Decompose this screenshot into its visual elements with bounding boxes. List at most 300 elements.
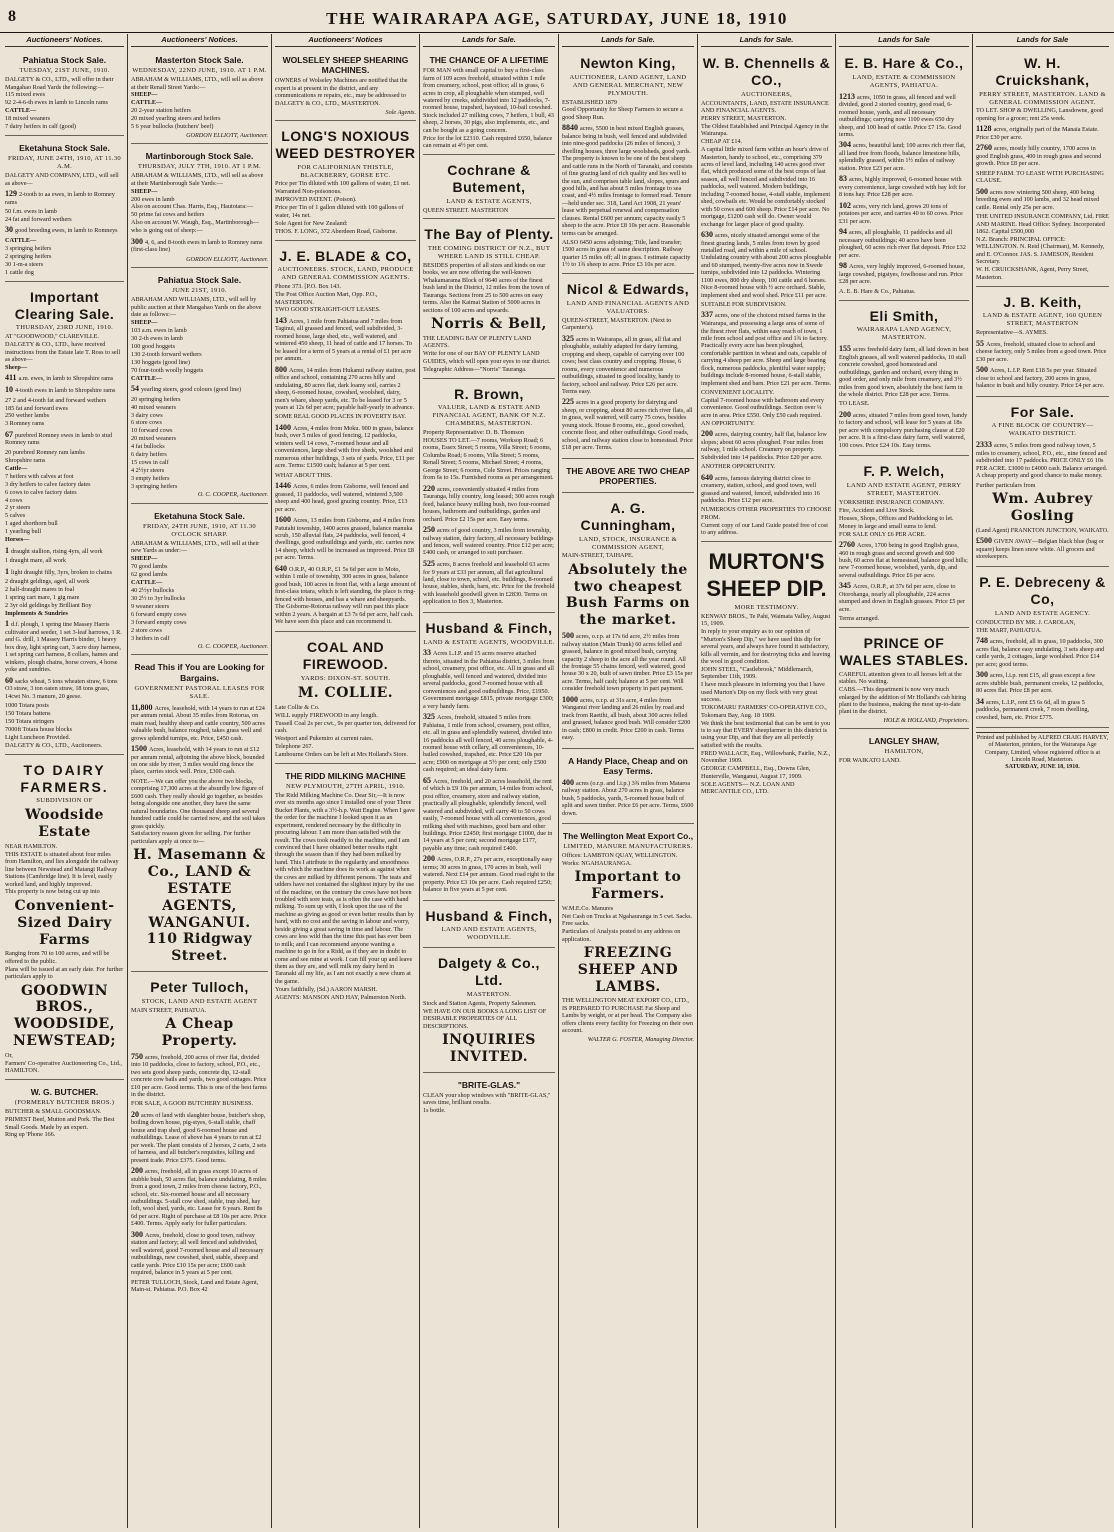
ad-headline: J. B. Keith, (1003, 293, 1082, 310)
ad-headline: Important Clearing Sale. (14, 288, 115, 322)
ad-subheadline: VALUER, LAND & ESTATE AND FINANCIAL AGENT, BANK OF N.Z. CHAMBERS, MASTERTON. (432, 404, 546, 428)
ad-body-line: Price per Tin of 1 gallon diluted with 100 gallons of water, 14s net. (275, 204, 404, 219)
ad-subheadline: AUCTIONEERS. STOCK, LAND, PRODUCE AND GENERAL COMMISSION AGENTS. (277, 266, 414, 282)
ad-body-line: This property is now being cut up into (5, 888, 100, 896)
advertisement (423, 157, 555, 219)
ad-body-line: In reply to your enquiry as to our opinion of "Murton's Sheep Dip," we have used this dip for several years, and always have found it satisfactory, kills all vermin, and for destroying ticks and leaving the wool in good condition. (701, 628, 831, 665)
ad-body-line: Stock and Station Agents, Property Salesmen. (423, 999, 537, 1007)
property-listing: 200 Acres, O.R.P., 27s per acre, exceptionally easy terms; 30 acres in grass, 170 acres in bush, well watered. Next £14 per annum. Good road right to the property. Price £3 10s per acre. Cash required £250; balance in five years at 5 per cent. (423, 854, 555, 894)
masthead (0, 6, 1114, 33)
ad-body-line: TO LET. SHOP & DWELLING, Lansdowne, good opening for a grocer; rent 25s week. (976, 107, 1103, 122)
ad-body-line: 92 2-4-6-th ewes in lamb to Lincoln rams (5, 99, 108, 107)
ad-section-label: CATTLE— (131, 579, 163, 587)
advertisement (839, 458, 969, 628)
ad-body-line: 4 2½yr steers (131, 467, 165, 475)
ad-body-line: I have much pleasure in informing you that I have used Murton's Dip on my flock with very great success. (701, 681, 825, 704)
ad-subheadline: FOR CALIFORNIAN THISTLE, BLACKBERRY, GORSE ETC. (297, 163, 394, 179)
ad-display-line: Convenient-Sized Dairy Farms (14, 897, 115, 948)
property-listing: 500 acres, o.r.p. at 17s 6d acre, 2½ miles from railway station (Main Trunk) 60 acres felled and grassed, balance in good mixed bush, carrying capacity 2 sheep to the acre all the year round. All the frontage 55 chains fenced, well watered, good house 30 x 20, built of sawn timber. Price £3 15s per acre. Terms, half cash; balance at 5 per cent. Will consider freehold town property in part payment. (562, 631, 693, 693)
advertisement (562, 751, 694, 825)
ad-body-line: Telegraphic Address—"Norris" Tauranga. (423, 365, 527, 373)
ad-display-line: INQUIRIES INVITED. (442, 1031, 536, 1065)
property-listing: 102 acres, very rich land, grows 20 tons of potatoes per acre, and carries 40 to 60 cows. Price £31 per acre. (839, 200, 963, 225)
advertisement (562, 276, 694, 458)
property-listing: 345 Acres, O.R.P., at 37s 6d per acre, close to Otorohanga, nearly all ploughable, 224 acres stumped and down in English grasses. Price £5 per acre. (839, 581, 965, 613)
acreage-figure: 34 (976, 696, 986, 706)
ad-section-label: CATTLE— (131, 374, 163, 382)
ad-subheadline: WEDNESDAY, 22ND JUNE, 1910. AT 1 P.M. (132, 67, 267, 75)
column-header: Auctioneers' Notices. (5, 34, 124, 47)
acreage-figure: 2760 (839, 539, 857, 549)
ad-body-line: W.M.E.Co. Manures (562, 904, 614, 912)
advertisement (562, 50, 694, 274)
property-listing: 304 acres, beautiful land; 100 acres rich river flat, all land free from floods, balance limestone hills, splendidly grassed, within 1½ miles of railway station. Price £23 per acre. (839, 140, 966, 172)
ad-subheadline: STOCK, LAND AND ESTATE AGENT (141, 997, 258, 1005)
ad-body-line: FOR MAN with small capital to buy a first-class farm of 109 acres freehold, situated within 1 mile from creamery, school, post office; all in grass, 6 acres in crop, all ploughable when stumped, well watered by creeks, subdivided into 12 paddocks, 7-roomed house, trapshed, haystead, 10-bail cowshed. Stock included 27 milking cows, 7 heifers, 1 bull, 43 sheep, 2 horses, 30 pigs, also implements, etc., and can be bought as a going concern. (423, 67, 554, 134)
acreage-figure: 220 (423, 483, 437, 493)
property-listing: 11,800 Acres, leasehold, with 14 years to run at £24 per annum rental. About 35 miles from Rotorua, on main road, healthy sheep and cattle country, 500 acres valuable bush, balance roughed, takes grass well and grows splendid turnips, etc. Price, £450 cash. (131, 702, 265, 742)
ad-body-line: Shropshire rams (5, 456, 46, 464)
ad-body-line: OWNERS of Wolseley Machines are notified that the expert is at present in the district, and any communications re repairs, etc., may be addressed to (275, 77, 408, 100)
ad-body-line: WHAT ABOUT THIS. (275, 471, 332, 479)
ad-headline: TO DAIRY FARMERS. (20, 761, 109, 795)
ad-section-label: SHEEP— (131, 187, 158, 195)
ad-body-line: 62 good lambs (131, 571, 168, 579)
ad-headline: Nicol & Edwards, (566, 281, 690, 298)
ad-body-line: DALGETY & CO., LTD., have received instructions from the Estate late T. Ross to sell as above— (5, 341, 121, 364)
advertisement (423, 221, 555, 378)
ad-body-line: 20 2-year station heifers (131, 107, 191, 115)
acreage-figure: 304 (839, 140, 853, 150)
ad-body-line: Late Collie & Co. (275, 703, 320, 711)
imprint-date: SATURDAY, JUNE 18, 1910. (1005, 763, 1080, 770)
ad-headline: LONG'S NOXIOUS WEED DESTROYER (275, 128, 416, 161)
ad-body-line: SHEEP FARM. TO LEASE WITH PURCHASING CLAUSE. (976, 169, 1104, 185)
ad-body-line: 70 four-tooth woolly hoggets (131, 366, 204, 374)
acreage-figure: 640 (701, 472, 715, 482)
ad-body-line: TWO GOOD STRAIGHT-OUT LEASES. (275, 306, 381, 314)
acreage-figure: 500 (976, 186, 990, 196)
property-listing: 640 acres, famous dairying district close to creamery, station, school, and good town, well grassed and watered, fenced, subdivided into 16 paddocks. Price £12 per acre. (701, 472, 820, 504)
ad-body-line: Property Representative: D. B. Thomson (423, 429, 524, 437)
acreage-figure: 30 (5, 225, 15, 235)
ad-body-line: TO LEASE. (839, 400, 870, 408)
property-listing: 30 good breeding ewes, in lamb to Romneys (5, 225, 118, 235)
property-listing: 98 Acres, very highly improved, 6-roomed house, large cowshed, pigstyes, fowlhouse and run. Price £28 per acre. (839, 261, 965, 286)
ad-body-line: Price per Tin diluted with 100 gallons of water, £1 net. (275, 180, 411, 188)
acreage-figure: 1 (5, 619, 11, 629)
acreage-figure: 129 (5, 189, 19, 199)
property-listing: 2333 acres, 5 miles from good railway town, 5 miles to creamery, school, P.O., etc., nine fenced and subdivided into 17 paddocks. PRICE ONLY £6 10s PER ACRE. £3000 to £4000 cash. Balance arranged. A cheap property and good chance to make money. (976, 440, 1108, 480)
acreage-figure: 2760 (976, 143, 994, 153)
ad-body-line: GEORGE CAMPBELL, Esq., Downs Glen, Hunterville, Wanganui, August 17, 1909. (701, 765, 811, 780)
ad-body-line: 2 springing heifers (5, 252, 52, 260)
ad-section-label: SHEEP— (131, 91, 158, 99)
property-listing: 500 acres now wintering 500 sheep, 400 being breeding ewes and 100 lambs, and 32 head mixed cattle. Rental only 25s per acre. (976, 186, 1100, 211)
ad-headline: Newton King, (580, 55, 676, 71)
acreage-figure: 300 (131, 236, 145, 246)
ad-body-line: Lambourne Orders can be left at Mrs Holland's Store. (275, 750, 408, 758)
acreage-figure: 1500 (131, 744, 149, 753)
ad-headline: THE ABOVE ARE TWO CHEAP PROPERTIES. (566, 465, 690, 486)
ad-body-line: THOS. F. LONG, 372 Aberdeen Road, Gisborne. (275, 227, 398, 235)
acreage-figure: 55 (976, 338, 986, 348)
ad-body-line: W. H. CRUICKSHANK, Agent, Perry Street, Masterton. (976, 266, 1089, 281)
ad-subheadline: (FORMERLY BUTCHER BROS.) (14, 1099, 115, 1107)
ad-subheadline: THURSDAY, 23RD JUNE, 1910. (15, 324, 114, 332)
ad-body-line: THIS ESTATE is situated about four miles from Hamilton, and lies alongside the railway line between Newstead and Matangi Railway Stations (Cambridge line). It is level, easily worked land, and highly improved. (5, 850, 119, 888)
advertisement (423, 950, 555, 1072)
ad-body-line: 1000 Totara posts (5, 702, 49, 710)
ad-body-line: Particulars of Analysis posted to any address on application. (562, 928, 681, 943)
acreage-figure: 325 (562, 333, 576, 343)
property-listing: 10 4-tooth ewes in lamb to Shropshire rams (5, 385, 116, 394)
ad-body-line: YORKSHIRE INSURANCE COMPANY. (839, 498, 945, 506)
property-listing: 65 Acres, freehold, and 20 acres leasehold, the rent of which is £9 10s per annum, 14 miles from school, post office, creamery, store and railway station, practically all ploughable, splendidly fenced, well watered and subdivided, will carry 40 to 50 cows easily, 7-roomed house with all conveniences, good milking shed with machines, good barn and other buildings. Price £2450; first mortgage £1000, due in 14 years at 5 per cent; second mortgage £177, payable any time; cash required £400. (423, 775, 554, 852)
ad-headline: R. Brown, (454, 385, 524, 402)
ad-body-line: 1s bottle. (423, 1107, 446, 1115)
ad-body-line: 3 dry heifers to calve factory dates (5, 480, 91, 488)
advertisement (423, 615, 555, 901)
advertisement (423, 903, 555, 949)
advertisement (131, 657, 268, 971)
advertisement (423, 50, 555, 155)
acreage-figure: 1213 (839, 91, 857, 101)
ad-body-line: JOHN STEEL, "Castlebrook," Middlemarch, September 11th, 1909. (701, 665, 813, 681)
acreage-figure: 630 (701, 229, 715, 239)
ad-body-line: PETER TULLOCH, Stock, Land and Estate Agent, Main-st. Pahiatua. P.O. Box 42 (131, 1278, 259, 1293)
property-listing: 67 purebred Romney ewes in lamb to stud Romney rams (5, 429, 112, 447)
ad-body-line: 2 store cows (131, 626, 162, 634)
ad-subheadline: FRIDAY, 24TH JUNE, 1910, AT 11.30 O'CLOCK SHARP. (142, 523, 257, 538)
ad-body-line: 3 Romney rams (5, 420, 45, 428)
acreage-figure: 20 (131, 1109, 141, 1119)
ad-body-line: Current copy of our Land Guide posted free of cost to any address. (701, 521, 828, 537)
property-listing: 60 sacks wheat, 5 tons wheaten straw, 6 tons O3 straw, 3 ton oaten straw, 18 tons grass, 14cwt No. 3 manure, 20 geese. (5, 675, 118, 700)
ad-body-line: 130 hoggets (good line) (131, 358, 190, 366)
ad-headline: Masterton Stock Sale. (155, 55, 244, 65)
ad-body-line: 3 dairy cows (131, 411, 163, 419)
ad-section-label: CATTLE— (5, 237, 37, 245)
ad-body-line: DALGETY & CO., LTD., will offer in their Mangahao Road Yards the following:— (5, 76, 114, 91)
ad-subheadline: SUBDIVISION OF (36, 797, 93, 805)
ad-body-line: 40 2½yr bullocks (131, 586, 175, 594)
ad-body-line: Also on account W. Waugh, Esq., Martinborough— (131, 219, 259, 227)
acreage-figure: 750 (131, 1051, 145, 1061)
ad-subheadline: WAIRARAPA LAND AGENCY, MASTERTON. (856, 326, 952, 342)
ad-body-line: PRIMEST Beef, Mutton and Pork. The Best Small Goods. Made by an expert. (5, 1116, 115, 1131)
ad-body-line: 7000ft Totara house blocks (5, 725, 72, 733)
property-listing: 94 acres, all ploughable, 11 paddocks and all necessary outbuildings; 40 acres have been ploughed, 60 acres rich river flat deposit. Price £32 per acre. (839, 227, 966, 259)
ad-body-line: 3 heifers in calf (131, 634, 170, 642)
property-listing: 337 acres, one of the choicest mixed farms in the Wairarapa, and possessing a large area of some of the finest river flats, within easy reach of town, 1 mile from school and post office and 1¾ to factory. Practically every acre has been ploughed, comfortable partition in wheat and oats, capable of carrying 4 sheep per acre. Sheep and large bearing flock, numerous paddocks, plentiful water supply; buildings include 8-roomed house, 6-stall stable, implement shed and barn. Price £21 per acre. Terms. (701, 310, 832, 387)
ad-body-line: 50 f.m. ewes in lamb (5, 208, 57, 216)
acreage-figure: 411 (5, 373, 19, 383)
ad-body-line: Price for the lot £2310. Cash required £650, balance can remain at 4½ per cent. (423, 134, 553, 150)
advertisement (562, 461, 694, 493)
advertisement (131, 50, 268, 144)
ad-body-line: 7 heifers with calves at foot (5, 472, 74, 480)
property-listing: 748 acres, freehold, all in grass, 10 paddocks, 300 acres flat, balance easy undulating, 3 sets sheep and cattle yards, 2 cottages, large woolshed. Price £14 per acre; good terms. (976, 636, 1105, 668)
acreage-figure: 525 (423, 558, 437, 568)
column-5 (559, 34, 698, 1528)
property-listing: 225 acres in a good property for dairying and sheep, or cropping, about 80 acres rich river flats, all in grass, well watered, will carry 75 cows, besides young stock. House 8 rooms, etc., good cowshed, concrete floor, and other outbuildings. Good roads, school, and railway station close to homestead. Price £18 per acre. Terms. (562, 397, 693, 452)
ad-body-line: DALGETY & CO., LTD., Auctioneers. (5, 741, 103, 749)
ad-signature: GORDON ELLIOTT, Auctioneer. (186, 131, 268, 139)
column-2 (128, 34, 272, 1528)
ad-body-line: CONDUCTED BY MR. J. CAROLAN, (976, 618, 1076, 626)
ad-body-line: Representative—S. AYMES. (976, 329, 1048, 337)
ad-display-line: Woodside Estate (25, 807, 104, 841)
ad-headline: Pahiatua Stock Sale. (157, 275, 242, 286)
acreage-figure: 1 (5, 566, 11, 576)
ad-headline: Read This if You are Looking for Bargains. (134, 662, 265, 683)
ad-body-line: DALGETY AND COMPANY, LTD., will sell as above— (5, 172, 119, 187)
property-listing: £500 GIVEN AWAY—Belgian black blue (bag or square) keeps linen snow white. All grocers and storekeepers. (976, 535, 1104, 560)
property-listing: 83 acres, highly improved, 6-roomed house with every convenience, large cowshed with bay loft for 8 tons hay. Price £28 per acre. (839, 174, 966, 199)
advertisement (131, 974, 268, 1298)
ad-signature: Sole Agents. (385, 108, 416, 116)
ad-subheadline: LAND AND FINANCIAL AGENTS AND VALUATORS. (566, 300, 690, 315)
ad-headline: Peter Tulloch, (150, 978, 249, 995)
ad-body-line: 20 springing heifers (131, 395, 181, 403)
ad-body-line: 250 wether lambs (5, 412, 49, 420)
ad-body-line: 10 forward cows (131, 427, 173, 435)
ad-body-line: THE WELLINGTON MEAT EXPORT CO., LTD., IS PREPARED TO PURCHASE Fat Sheep and Lambs by weight, or at per head. The Company also offers clients every facility for Freezing on their own account. (562, 997, 694, 1035)
property-listing: 143 Acres, 1 mile from Pahiatua and 7 miles from Taginui, all grassed and fenced, well subdivided, 3-roomed house, large shed, etc., well watered, and wintered 450 sheep, 11 head of cattle and 17 horses. To be leased for a term of 5 years at a rental of £1 per acre per annum. (275, 315, 413, 363)
ad-headline: THE RIDD MILKING MACHINE (285, 770, 406, 781)
ad-body-line: 20 purebred Romney ram lambs (5, 448, 85, 456)
ad-body-line: ABRAHAM AND WILLIAMS, LTD., will sell by public auction at their Mangahao Yards on the above date as follows:— (131, 296, 262, 319)
property-listing: 129 2-tooth to aa ewes, in lamb to Romney rams (5, 189, 115, 206)
advertisement (976, 289, 1109, 397)
ad-headline: W. G. BUTCHER. (30, 1087, 99, 1098)
ad-subheadline: LAND & ESTATE AGENT, 160 QUEEN STREET, MASTERTON (982, 312, 1103, 328)
ad-body-line: 185 fat and forward ewes (5, 404, 68, 412)
ad-body-line: 2 yr steers (5, 504, 31, 512)
advertisement (5, 1082, 124, 1143)
ad-subheadline: NEW PLYMOUTH, 27TH APRIL, 1910. (286, 783, 405, 790)
ad-subheadline: THE COMING DISTRICT OF N.Z., BUT WHERE LAND IS STILL CHEAP. (427, 245, 551, 261)
newspaper-title: THE WAIRARAPA AGE, SATURDAY, JUNE 18, 1910 (326, 9, 788, 28)
acreage-figure: 1446 (275, 481, 293, 491)
ad-section-label: Cattle— (5, 464, 28, 472)
advertisement (423, 381, 555, 613)
ad-subheadline: MASTERTON. (466, 990, 512, 998)
ad-body-line: NUMEROUS OTHER PROPERTIES TO CHOOSE FROM. (701, 506, 832, 521)
column-header: Auctioneers' Notices (275, 34, 416, 47)
advertisement (275, 634, 416, 763)
ad-body-line: Warranted Non-poisonous. (275, 188, 342, 196)
ad-signature: O. C. COOPER, Auctioneer. (197, 643, 268, 651)
ad-body-line: 15 cows in calf (131, 459, 169, 467)
ad-body-line: Light Luncheon Provided. (5, 733, 71, 741)
ad-headline: "BRITE-GLAS." (457, 1079, 521, 1090)
advertisement (839, 630, 969, 729)
property-listing: 2760 acres, mostly hilly country, 1700 acres in good English grass, 400 in rough grass and second growth. Price £8 per acre. (976, 143, 1102, 168)
ad-subheadline: LAND & ESTATE AGENTS, (446, 197, 532, 205)
property-listing: 500 Acres, L.I.P. Rent £18 5s per year. Situated close to school and factory, 200 acres in grass, balance in bush and hilly country. Price £4 per acre. (976, 365, 1105, 390)
acreage-figure: 1128 (976, 124, 994, 134)
ad-body-line: 2 half-draught mares in foal (5, 586, 75, 594)
ad-body-line: KENWAY BROS., Te Pahi, Waimata Valley, August 15, 1909. (701, 612, 831, 628)
column-7 (836, 34, 973, 1528)
ad-section-label: SHEEP— (131, 555, 158, 563)
property-listing: 1600 Acres, 13 miles from Gisborne, and 4 miles from Patutahi township, 1400 acres grassed, balance manuka scrub, 150 alluvial flats, 24 paddocks, well fenced, 4 dwellings, good outbuildings and yards, etc. carries now 14 sheep, which will be increased as improved. Price £8 per acre. Terms. (275, 515, 415, 562)
property-listing: 1 draught stallion, rising 4yrs, all work (5, 545, 103, 555)
ad-body-line: 4 cows (5, 496, 23, 504)
property-listing: 800 Acres, 14 miles from Hukanui railway station, post office and school, containing 270 acres hilly and undulating, 80 acres flat, dark loamy soil, carries 2 sheep, 6-roomed house, cowshed, woolshed, dairy, men's whare, sheep yards, etc. To be leased for 3 or 5 years at 12s 6d per acre; payable half-yearly in advance. (275, 364, 416, 412)
ad-body-line: 27 2 and 4-tooth fat and forward wethers (5, 396, 107, 404)
ad-headline: The Wellington Meat Export Co., (562, 831, 694, 842)
ad-headline: A Handy Place, Cheap and on Easy Terms. (568, 755, 688, 776)
ad-body-line: ALSO 6450 acres adjoining; Title, land transfer; 1500 acres in grass of same description. Railway quarter 15 miles off; all in grass. I estimate capacity 1½ to 1¾ sheep to acre. Price £3 10s per acre. (562, 239, 691, 269)
acreage-figure: 250 (423, 525, 437, 535)
ad-body-line: Ring up 'Phone 166. (5, 1131, 56, 1139)
acreage-figure: 1600 (275, 515, 293, 525)
acreage-figure: £500 (976, 535, 994, 545)
ad-body-line: The Post Office Auction Mart, Opp. P.O., MASTERTON. (275, 291, 378, 306)
acreage-figure: 102 (839, 200, 853, 210)
ad-body-line: Also on account Chas. Harris, Esq., Hautotara:— (131, 203, 254, 211)
ad-display-line: Important to Farmers. (574, 869, 682, 902)
ad-body-line: HOUSES TO LET.—7 rooms, Worksop Road; 6 rooms, Essex Street; 5 rooms, Villa Street; 6 rooms, Columba Road; 6 rooms, Villa Street; 5 rooms, Renall Street; 5 rooms, Michael Street; 4 rooms, George Street; 6 rooms, Cole Street. Prices ranging from 6s to 15s. Furnished rooms as per arrangement. (423, 437, 554, 482)
ad-body-line: 3 springing heifers (5, 244, 52, 252)
property-listing: 640 O.R.P., 40 O.R.P., £1 5s 6d per acre to Moto, within 1 mile of township, 300 acres in grass, balance good bush, 100 acres in front flat, with a large amount of first-class totara, which is left standing, the place is ring-fenced with houses, and has a whare and sheepyards. The Gisborne-Rotorua railway will run past this place within 2 years. A bargain at £3 7s 6d per acre, half cash. We have seen this place and can recommend it. (275, 563, 416, 626)
advertisement (131, 506, 268, 656)
ad-body-line: Or, (5, 1051, 13, 1059)
imprint-text: Printed and published by ALFRED CRAIG HARVEY, of Masterton, printers, for the Wairarapa Age Company, Limited, whose registered office is at Lincoln Road, Masterton. (976, 735, 1109, 763)
property-listing: 525 acres, 8 acres freehold and leasehold 63 acres for 9 years at £33 per annum, all flat agricultural land, close to town, school, etc. buildings, 8-roomed house, stables, sheds, barn, etc. Price for the freehold with leasehold goodwill given in £2830. Terms on application to Box 3, Masterton. (423, 558, 555, 606)
acreage-figure: 98 (839, 261, 849, 271)
ad-section-label: Sheep— (5, 363, 28, 371)
ad-body-line: Telephone 267. (275, 742, 314, 750)
ad-display-line: M. COLLIE. (297, 684, 394, 701)
ad-signature: HOLE & HOLLAND, Proprietors. (883, 716, 969, 724)
property-listing: 1500 Acres, leasehold, with 14 years to run at £12 per annum rental, adjoining the above block, bounded on one side by river, 3 miles would ring fence the place, carries stock well. Price, £300 cash. (131, 744, 265, 776)
ad-body-line: ANOTHER OPPORTUNITY. (701, 463, 776, 471)
ad-body-line: Money in large and small sums to lend. (839, 522, 937, 530)
ad-body-line: ABRAHAM & WILLIAMS, LTD., will sell at their new Yards as under:— (131, 539, 260, 555)
acreage-figure: 10 (5, 385, 15, 394)
property-listing: 1213 acres, 1050 in grass, all fenced and well divided, good 2 storied country, good road, 6-roomed house, yards, and all necessary outbuildings; carrying now 1100 ewes 650 dry sheep, and 100 head of cattle. Price £7 15s. Good terms. (839, 91, 962, 138)
property-listing: 200 acres, dairying country, half flat, balance low slopes; about 60 acres ploughed. Four miles from railway, 1 mile school. Creamery on property. Subdivided into 14 paddocks. Price £20 per acre. (701, 429, 827, 461)
advertisement (131, 270, 268, 504)
property-listing: 300 4, 6, and 8-tooth ewes in lamb to Romney rams (first-class line) (131, 236, 263, 254)
ad-display-line: Wm. Aubrey Gosling (992, 490, 1093, 524)
ad-body-line: 1 cattle dog (5, 268, 34, 276)
ad-body-line: MAIN-STREET, TAIHAPE. (562, 552, 634, 560)
ad-body-line: Plans will be issued at an early date. For further particulars apply to (5, 965, 124, 981)
ad-body-line: 115 mixed ewes (5, 91, 45, 99)
acreage-figure: 400 (562, 777, 576, 787)
ad-body-line: ACCOUNTANTS, LAND, ESTATE INSURANCE AND FINANCIAL AGENTS. (701, 99, 829, 114)
ad-section-label: Horses— (5, 536, 30, 544)
ad-body-line: PERRY STREET, MASTERTON. (701, 114, 787, 122)
ad-body-line: FRED WALLACE, Esq., Willowbank, Fairlie, N.Z., November 1909. (701, 749, 831, 765)
ad-headline: P. E. Debreceny & Co, (979, 574, 1106, 608)
column-header: Lands for Sale. (423, 34, 555, 47)
ad-body-line: FOR WAIKATO LAND. (839, 757, 901, 765)
ad-body-line: CAREFUL attention given to all horses left at the stables. No waiting. (839, 670, 962, 686)
column-header: Lands for Sale (976, 34, 1109, 47)
advertisement (275, 123, 416, 240)
ad-subheadline: LAND & ESTATE AGENTS, WOODVILLE. (423, 638, 555, 646)
ad-body-line: BESIDES properties of all sizes and kinds on our books, we are now offering the well-known Whakamarama Block of 9640 acres of the finest bush land in the District, 12 miles from the town of Tauranga. Sections from 25 to 500 acres on easy terms. Also the Kaimai Station of 5000 acres in sections of 100 acres and upwards. (423, 262, 550, 314)
property-listing: 325 Acres, freehold, situated 5 miles from Pahiatua, 1 mile from school, creamery, post office, etc. all in grass and splendidly watered, divided into 16 paddocks all well fenced, 40 acres ploughable, 4-roomed house with cellary, all conveniences, 10-bailed cowshed, trapshed, etc. Price £20 10s per acre; £900 on mortgage at 5½ per cent; only £500 cash required; an ideal dairy farm. (423, 712, 553, 774)
ad-body-line: 200 ewes in lamb (131, 195, 175, 203)
column-header: Lands for Sale. (701, 34, 832, 47)
advertisement (839, 303, 969, 457)
page-number: 8 (8, 8, 16, 25)
property-listing: 1 d.f. plough, 1 spring tine Massey Harris cultivator and seeder, 1 set 3-leaf harrows, 1 R. and G. drill, 1 Massey Harris binder, 1 heavy box dray, light spring cart, 3 acre dray harness, 1 set spring cart harness, 8 collars, hames and winkers, plough chains, horse covers, 4 horse yoke and sundries. (5, 619, 122, 674)
ad-display-line: H. Masemann & Co., LAND & ESTATE AGENTS, WANGANUI. 110 Ridgway Street. (133, 847, 266, 965)
ad-headline: Eketahuna Stock Sale. (154, 510, 245, 521)
advertisement (5, 50, 124, 136)
ad-headline: Dalgety & Co., Ltd. (438, 955, 540, 988)
ad-body-line: 7 dairy heifers in calf (good) (5, 123, 76, 131)
ad-body-line: 3 springing heifers (131, 482, 178, 490)
ad-subheadline: GOVERNMENT PASTORAL LEASES FOR SALE. (134, 684, 265, 700)
ad-headline: Husband & Finch, (425, 619, 553, 636)
ad-body-line: The Ridd Milking Machine Co. Dear Sir,—It is now over six months ago since I installed one of your Three Bucket Plants, with a 3½-h.p. Watt Engine. When I gave the order for the machine I looked upon it as an experiment, rendered necessary by the difficulty in procuring labour. I am more than satisfied with the result. The cows took readily to the machine, and I am convinced that I have obtained better results right through the season than if they had been milked by hand. This I attribute to the regularity and smoothness with which the machine does its work as against when the cows are milked by different persons. The teats and udders have not contained the slightest injury by the use of the machine, on the contrary the cows have not been troubled with sore teats, as is often the case with hand milking. To sum up with, I look upon the use of the machine as giving as good or even better results than by hand, with no cost and the saving in labour and worry, beside giving a great saving in time and labour. The cows are less wild than the time this past has ever been to milk; and I can recommend anyone wanting a machine to go in for a Ridd, as if they are in doubt to come and see mine at work. I can fill your up and leave them as they are, and will milk my dairy herd in Taranaki all my life, as I am not exactly a new chum at the game. (275, 791, 415, 985)
advertisement (976, 569, 1109, 728)
property-listing: 1 light draught filly, 3yrs, broken to chains (5, 566, 112, 576)
ad-subheadline: AUCTIONEER, LAND AGENT, LAND AND GENERAL MERCHANT, NEW PLYMOUTH. (569, 73, 687, 97)
advertisement (5, 284, 124, 755)
ad-body-line: 24 fat and forward wethers (5, 216, 72, 223)
ad-body-line: 103 a.m. ewes in lamb (131, 327, 187, 334)
ad-body-line: 1 yearling bull (5, 528, 42, 536)
ad-headline: The Bay of Plenty. (424, 226, 554, 243)
ad-body-line: FOR SALE, A GOOD BUTCHERY BUSINESS. (131, 1100, 253, 1108)
ad-headline: Husband & Finch, (425, 907, 553, 924)
ad-body-line: AGENTS: MANSON AND HAY, Palmerston North. (275, 993, 407, 1001)
acreage-figure: 65 (423, 775, 433, 785)
ad-body-line: QUEEN-STREET, MASTERTON. (Next to Carpenter's). (562, 316, 672, 332)
ad-body-line: QUEEN STREET. MASTERTON (423, 206, 509, 214)
ad-headline: Cochrane & Butement, (447, 162, 531, 195)
ad-section-label: CATTLE— (131, 99, 163, 107)
ad-body-line: Phone 373. [P.O. Box 143. (275, 283, 342, 291)
column-4 (420, 34, 559, 1528)
ad-body-line: WILL supply FIREWOOD in any length. (275, 711, 378, 719)
advertisement (701, 544, 832, 800)
property-listing: 200 acres, situated 7 miles from good town, handy to factory and school, will lease for 5 years at 18s per acre with compulsory purchasing clause at £20 per acre. It is a first-class dairy farm, well watered, 100 cows. Price £24 10s. Easy terms. (839, 409, 968, 449)
acreage-figure: 1400 (275, 422, 293, 432)
ad-body-line: NOTE.—We can offer you the above two blocks, comprising 17,300 acres at the absurdly low figure of £600 cash. They really should go together, as besides being alongside one another, they have the same natural boundaries. One thousand sheep and several hundred cattle could be carried now, and the soil takes grass quickly. (131, 777, 266, 830)
ad-body-line: 20 mixed yearling steers and heifers (131, 115, 221, 123)
property-listing: 34 acres, L.I.P., rent £5 6s 6d, all in grass 5 paddocks, permanent creek, 7 room dwelling, cowshed, barn, etc. Price £775. (976, 696, 1090, 721)
property-listing: 400 acres (o.r.p. and l.i.p.) 3¾ miles from Mataroa railway station. About 270 acres in grass, balance bush, 5 paddocks, yards, 5-roomed house built of split and sawn timber. Price £6 per acre. Terms, £600 down. (562, 777, 694, 817)
acreage-figure: 1 (5, 545, 11, 555)
ad-body-line: We think the best testimonial that can be sent to you is to say that EVERY sheepfarmer in this district is using your Dip, and that they are all perfectly satisfied with the results. (701, 719, 831, 749)
ad-body-line: 5 6 year bullocks (butchers' beef) (131, 123, 214, 131)
column-8 (973, 34, 1112, 1528)
ad-body-line: 20 mixed weaners (131, 435, 177, 443)
advertisement (5, 757, 124, 1080)
acreage-figure: 748 (976, 636, 990, 646)
ad-headline: COAL AND FIREWOOD. (302, 639, 389, 673)
property-listing: 55 Acres, freehold, situated close to school and cheese factory, only 5 miles from a good town. Price £30 per acre. (976, 338, 1107, 363)
ad-body-line: 18 mixed weaners (5, 115, 51, 123)
property-listing: 1446 Acres, 6 miles from Gisborne, well fenced and grassed, 11 paddocks, well watered, wintered 3,500 sheep and 400 head, good grazing country. Price, £13 per acre. (275, 481, 409, 513)
ad-subheadline: LAND AND ESTATE AGENTS, WOODVILLE. (441, 926, 537, 942)
ad-body-line: Yours faithfully, (Sd.) AARON MARSH. (275, 985, 378, 993)
ad-body-line: 150 Totara stringers (5, 718, 55, 725)
advertisement (131, 146, 268, 268)
advertisement (976, 50, 1109, 287)
